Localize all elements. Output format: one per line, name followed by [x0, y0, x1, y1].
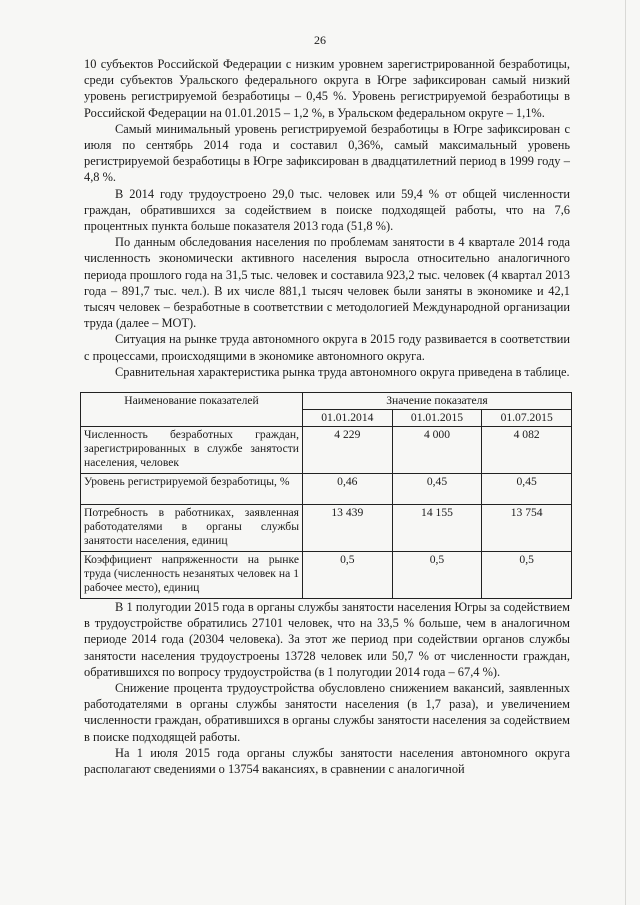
- row-label: Коэффициент напряженности на рынке труда (численность незанятых человек на 1 рабочее место), единиц: [81, 552, 303, 599]
- paragraph: В 2014 году трудоустроено 29,0 тыс. человек или 59,4 % от общей численности граждан, обратившихся за содействием в поиске подходящей работы, что на 7,6 процентных пункта больше показателя 2013 года (51,8 %).: [84, 186, 570, 234]
- header-indicator-value: Значение показателя: [303, 393, 572, 410]
- row-value: 0,5: [392, 552, 482, 599]
- table-row: [81, 427, 572, 474]
- row-label: Потребность в работниках, заявленная работодателями в органы службы занятости населения, единиц: [81, 505, 303, 552]
- table-header-row: [81, 393, 572, 410]
- paragraph: Сравнительная характеристика рынка труда автономного округа приведена в таблице.: [115, 364, 570, 379]
- paragraph: 10 субъектов Российской Федерации с низким уровнем зарегистрированной безработицы, среди субъектов Уральского федерального округа в Югре зафиксирован самый низкий уровень регистрируемой безработицы – 0,45 %. Уровень регистрируемой безработицы в Российской Федерации на 01.01.2015 – 1,2 %, в Уральском федеральном округе – 1,1%.: [84, 57, 570, 120]
- paragraph: На 1 июля 2015 года органы службы занятости населения автономного округа располагают сведениями о 13754 вакансиях, в сравнении с аналогичной: [84, 745, 570, 777]
- header-indicator-name: Наименование показателей: [81, 393, 303, 427]
- page-edge-shadow: [625, 0, 626, 905]
- table-row: [81, 474, 572, 505]
- row-value: 4 082: [482, 427, 572, 474]
- row-value: 4 000: [392, 427, 482, 474]
- paragraph: Снижение процента трудоустройства обусловлено снижением вакансий, заявленных работодателями в органы службы занятости населения (в 1,7 раза), и увеличением численности граждан, обратившихся в органы службы занятости населения за содействием в поиске подходящей работы.: [84, 681, 570, 744]
- row-label: Численность безработных граждан, зарегистрированных в службе занятости населения, человек: [81, 427, 303, 474]
- row-value: 0,45: [482, 474, 572, 505]
- row-value: 13 439: [303, 505, 393, 552]
- row-value: 0,45: [392, 474, 482, 505]
- row-value: 13 754: [482, 505, 572, 552]
- page-number: 26: [314, 33, 326, 47]
- page-content: [84, 56, 570, 777]
- paragraph: По данным обследования населения по проблемам занятости в 4 квартале 2014 года численность экономически активного населения выросла относительно аналогичного периода прошлого года на 31,5 тыс. человек и составила 923,2 тыс. человек (4 квартал 2013 года – 891,7 тыс. чел.). В их числе 881,1 тысяч человек были заняты в экономике и 42,1 тысяч человек – безработные в соответствии с методологией Международной организации труда (далее – МОТ).: [84, 235, 570, 331]
- header-date: 01.01.2014: [303, 410, 393, 427]
- labor-market-table: [80, 392, 572, 599]
- table-row: [81, 552, 572, 599]
- paragraph: Самый минимальный уровень регистрируемой безработицы в Югре зафиксирован с июля по сентябрь 2014 года и составил 0,36%, самый максимальный уровень регистрируемой безработицы в Югре зафиксирован в двадцатилетний период в 1999 году – 4,8 %.: [84, 121, 570, 185]
- row-label: Уровень регистрируемой безработицы, %: [81, 474, 303, 505]
- row-value: 4 229: [303, 427, 393, 474]
- paragraph: В 1 полугодии 2015 года в органы службы занятости населения Югры за содействием в трудоустройстве обратились 27101 человек, что на 33,5 % больше, чем в аналогичном периоде 2014 года (20304 человека). За этот же период при содействии органов службы занятости населения трудоустроены 13728 человек или 50,7 % от численности граждан, обратившихся по вопросу трудоустройства (в 1 полугодии 2014 года – 67,4 %).: [84, 600, 570, 679]
- row-value: 0,5: [482, 552, 572, 599]
- row-value: 0,5: [303, 552, 393, 599]
- header-date: 01.01.2015: [392, 410, 482, 427]
- row-value: 14 155: [392, 505, 482, 552]
- header-date: 01.07.2015: [482, 410, 572, 427]
- row-value: 0,46: [303, 474, 393, 505]
- paragraph: Ситуация на рынке труда автономного округа в 2015 году развивается в соответствии с процессами, происходящими в экономике автономного округа.: [84, 332, 570, 363]
- table-row: [81, 505, 572, 552]
